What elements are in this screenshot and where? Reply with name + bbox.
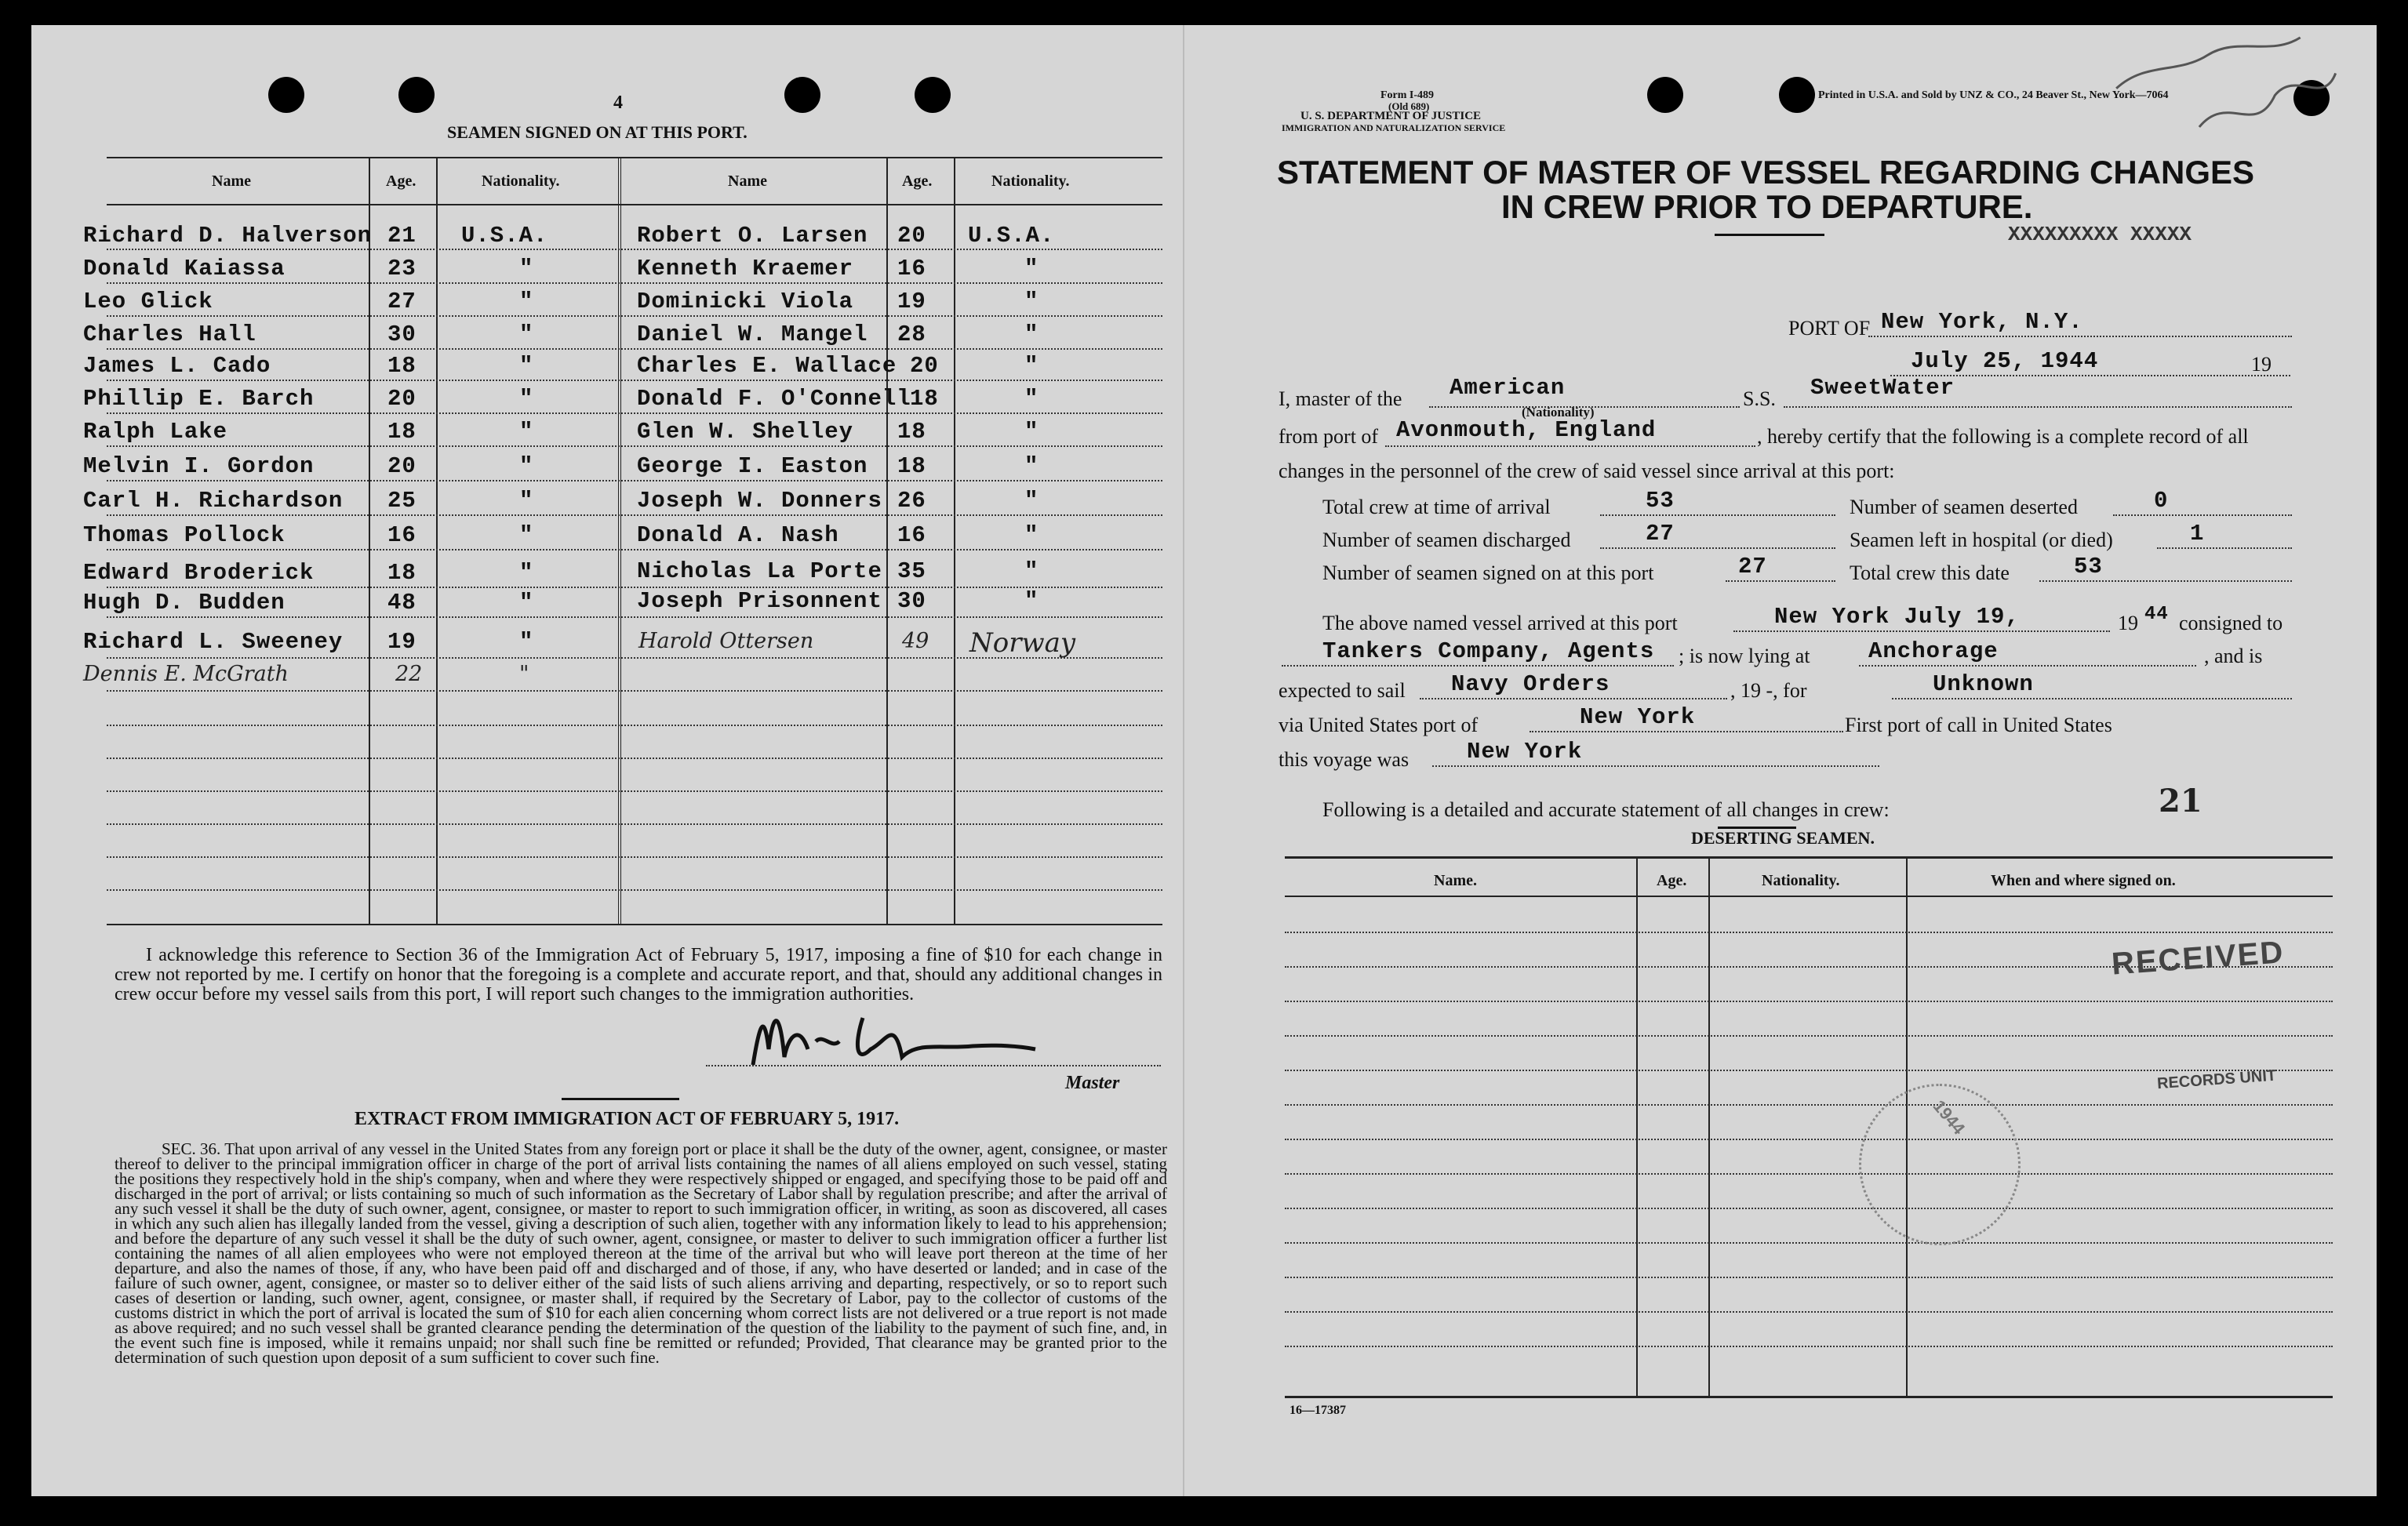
seaman-nationality: ": [519, 629, 534, 655]
seaman-nationality: ": [1024, 289, 1039, 314]
vessel-line: [1784, 406, 2292, 408]
row-line: [1285, 1242, 2333, 1244]
seaman-nationality-handwritten: Norway: [969, 627, 1076, 659]
row-line: [107, 514, 1162, 516]
seaman-name: Charles E. Wallace: [637, 353, 897, 379]
seaman-nationality: U.S.A.: [461, 223, 548, 249]
arrived-label: The above named vessel arrived at this port: [1322, 612, 1678, 634]
seaman-nationality: ": [1024, 322, 1039, 347]
seaman-name: George I. Easton: [637, 453, 868, 479]
seaman-age: 18: [387, 353, 416, 379]
nationality-caption: (Nationality): [1522, 405, 1595, 420]
row-line: [1285, 1173, 2333, 1175]
seaman-name: Carl H. Richardson: [83, 488, 344, 514]
total-crew-date-label: Total crew this date: [1850, 561, 2010, 584]
seaman-nationality: ": [519, 522, 534, 548]
row-line: [107, 725, 1162, 726]
seaman-nationality: ": [1024, 558, 1039, 584]
row-line: [107, 480, 1162, 481]
seaman-age-handwritten: 22: [395, 662, 423, 686]
value-line: [2113, 514, 2292, 516]
seaman-nationality: ": [519, 386, 534, 412]
seaman-name: Edward Broderick: [83, 560, 315, 586]
punch-hole: [1647, 77, 1683, 113]
column-divider: [436, 157, 438, 925]
vessel-name: SweetWater: [1810, 375, 1955, 401]
seaman-age: 35: [897, 558, 926, 584]
arrived-value: New York July 19,: [1774, 604, 2020, 630]
seaman-age: 48: [387, 590, 416, 616]
discharged-value: 27: [1646, 521, 1675, 547]
expected-label: expected to sail: [1279, 679, 1406, 702]
following-label: Following is a detailed and accurate statement of all changes in crew:: [1322, 798, 1890, 821]
ss-label: S.S.: [1743, 387, 1776, 410]
signature-line: [706, 1065, 1161, 1066]
col-header-name: Name: [212, 173, 251, 190]
seaman-age: 20: [897, 223, 926, 249]
first-port-label: First port of call in United States: [1845, 714, 2112, 736]
nationality-value: American: [1450, 375, 1566, 401]
seaman-age: 16: [897, 256, 926, 282]
row-line: [107, 249, 1162, 250]
seaman-nationality: ": [519, 590, 534, 616]
value-line: [2157, 547, 2292, 549]
extract-title: EXTRACT FROM IMMIGRATION ACT OF FEBRUARY 5, 1917.: [355, 1109, 900, 1129]
seaman-age: 16: [897, 522, 926, 548]
seaman-name: Phillip E. Barch: [83, 386, 315, 412]
seaman-name: Hugh D. Budden: [83, 590, 286, 616]
via-value: New York: [1580, 704, 1696, 730]
punch-hole: [784, 77, 820, 113]
row-line: [107, 445, 1162, 447]
acknowledgment-text: I acknowledge this reference to Section 36 of the Immigration Act of February 5, 1917, imposing a fine of $10 for each change in crew not reported by me. I certify on honor that the foregoing is a complete and accurate report, and that, should any additional changes in crew occur before my vessel sails from this port, I will report such changes to the immigration authorities.: [115, 945, 1162, 1005]
seaman-name: Ralph Lake: [83, 419, 228, 445]
col-header-age: Age.: [902, 173, 933, 190]
seaman-name: Thomas Pollock: [83, 522, 286, 548]
seaman-nationality: ": [1024, 256, 1039, 282]
seaman-age: 20: [387, 386, 416, 412]
date-stamp: 1944: [1929, 1095, 1970, 1139]
seaman-name: James L. Cado: [83, 353, 271, 379]
col-header-age: Age.: [386, 173, 416, 190]
value-line: [1432, 765, 1879, 767]
row-line: [107, 587, 1162, 588]
deserted-value: 0: [2154, 488, 2169, 514]
seaman-age: 18: [897, 453, 926, 479]
seaman-age-handwritten: 49: [902, 629, 929, 653]
signed-on-label: Number of seamen signed on at this port: [1322, 561, 1654, 584]
seaman-name: Nicholas La Porte: [637, 558, 882, 584]
port-line: [1868, 336, 2292, 337]
seaman-age: 30: [387, 322, 416, 347]
records-unit-stamp: RECORDS UNIT: [2156, 1066, 2277, 1093]
seaman-age: 30: [897, 588, 926, 614]
seaman-name: Melvin I. Gordon: [83, 453, 315, 479]
deserting-header: DESERTING SEAMEN.: [1691, 828, 1875, 848]
master-of-label: I, master of the: [1279, 387, 1402, 410]
row-line: [107, 315, 1162, 317]
seaman-nationality: ": [519, 419, 534, 445]
row-line: [107, 412, 1162, 414]
seaman-name: Donald F. O'Connell: [637, 386, 911, 412]
hospital-label: Seamen left in hospital (or died): [1850, 529, 2113, 551]
seaman-name: Donald Kaiassa: [83, 256, 286, 282]
row-line: [107, 282, 1162, 284]
seaman-name: Dominicki Viola: [637, 289, 854, 314]
from-port-label: from port of: [1279, 425, 1379, 448]
seaman-age: 18: [897, 419, 926, 445]
service: IMMIGRATION AND NATURALIZATION SERVICE: [1282, 122, 1506, 133]
seaman-age: 26: [897, 488, 926, 514]
seaman-nationality: ": [1024, 386, 1039, 412]
via-label: via United States port of: [1279, 714, 1479, 736]
seaman-nationality: ": [519, 322, 534, 347]
form-title-line2: IN CREW PRIOR TO DEPARTURE.: [1501, 188, 2033, 225]
lying-label: ; is now lying at: [1679, 645, 1810, 667]
received-stamp: RECEIVED: [2110, 935, 2286, 982]
row-line: [107, 758, 1162, 759]
seaman-name: Leo Glick: [83, 289, 213, 314]
punch-hole: [1779, 77, 1815, 113]
printer-line: Printed in U.S.A. and Sold by UNZ & CO., 24 Beaver St., New York—7064: [1818, 89, 2169, 101]
signed-on-header: SEAMEN SIGNED ON AT THIS PORT.: [447, 122, 747, 142]
nationality-line: [1429, 406, 1740, 408]
col-header-age: Age.: [1657, 872, 1687, 889]
value-line: [1892, 698, 2292, 699]
seaman-nationality: ": [519, 256, 534, 282]
seaman-nationality: ": [519, 488, 534, 514]
col-header-nationality: Nationality.: [482, 173, 560, 190]
seaman-name: Kenneth Kraemer: [637, 256, 854, 282]
table-header-rule: [1285, 896, 2333, 897]
row-line: [1285, 1139, 2333, 1140]
row-line: [107, 823, 1162, 825]
punch-hole: [915, 77, 951, 113]
seaman-name: Donald A. Nash: [637, 522, 839, 548]
row-line: [107, 856, 1162, 858]
seaman-nationality: ": [519, 353, 534, 379]
seaman-age: 27: [387, 289, 416, 314]
seaman-age: 19: [897, 289, 926, 314]
column-divider: [886, 157, 888, 925]
seaman-nationality: ": [1024, 419, 1039, 445]
row-line: [1285, 1277, 2333, 1278]
seaman-name-handwritten: Harold Ottersen: [638, 629, 814, 653]
value-line: [1420, 698, 1727, 699]
table-header-rule: [107, 204, 1162, 205]
row-line: [107, 690, 1162, 692]
column-divider: [954, 157, 955, 925]
punch-hole: [398, 77, 435, 113]
column-divider: [618, 157, 621, 925]
seaman-nationality: ": [519, 289, 534, 314]
for-value: Unknown: [1933, 671, 2034, 697]
seaman-age: 18: [910, 386, 939, 412]
discharged-label: Number of seamen discharged: [1322, 529, 1571, 551]
seaman-age: 18: [387, 560, 416, 586]
master-label: Master: [1065, 1073, 1120, 1093]
seaman-age: 19: [387, 629, 416, 655]
value-line: [1282, 665, 1674, 667]
port-label: PORT OF: [1788, 317, 1871, 340]
seaman-nationality: ": [1024, 522, 1039, 548]
round-postmark: [1859, 1084, 2021, 1245]
row-line: [107, 549, 1162, 550]
seaman-name: Joseph W. Donners: [637, 488, 882, 514]
row-line: [107, 790, 1162, 792]
seaman-name: Joseph Prisonnent: [637, 588, 882, 614]
total-crew-arrival-label: Total crew at time of arrival: [1322, 496, 1551, 518]
typed-strikeout: XXXXXXXXX XXXXX: [2008, 223, 2192, 246]
col-header-name: Name.: [1434, 872, 1477, 889]
form-number: Form I-489: [1380, 89, 1435, 101]
seaman-age: 20: [910, 353, 939, 379]
seaman-age: 16: [387, 522, 416, 548]
row-line: [107, 348, 1162, 350]
document-sheet: [31, 25, 2377, 1496]
and-is-label: , and is: [2204, 645, 2263, 667]
value-line: [1530, 731, 1843, 732]
seaman-name: Robert O. Larsen: [637, 223, 868, 249]
seaman-nationality-handwritten: ": [519, 662, 529, 686]
form-old: (Old 689): [1388, 100, 1430, 112]
value-line: [1726, 580, 1835, 582]
footer-code: 16—17387: [1289, 1404, 1346, 1417]
table-bottom-rule: [107, 924, 1162, 925]
seaman-age: 20: [387, 453, 416, 479]
certify-text: , hereby certify that the following is a complete record of all: [1757, 425, 2249, 448]
voyage-value: New York: [1467, 739, 1583, 765]
row-line: [1285, 1346, 2333, 1347]
arrived-suffix: 19: [2118, 612, 2138, 634]
col-header-nationality: Nationality.: [1762, 872, 1840, 889]
pencil-annotation: [2096, 17, 2359, 176]
row-line: [1285, 1208, 2333, 1209]
from-port-value: Avonmouth, England: [1396, 417, 1657, 443]
department: U. S. DEPARTMENT OF JUSTICE: [1300, 110, 1482, 122]
for-label: , 19 -, for: [1730, 679, 1807, 702]
row-line: [1285, 1001, 2333, 1002]
port-value: New York, N.Y.: [1881, 309, 2083, 335]
seaman-nationality: ": [519, 560, 534, 586]
title-rule: [1715, 234, 1824, 236]
seaman-nationality: ": [1024, 488, 1039, 514]
seaman-nationality: ": [1024, 588, 1039, 614]
seaman-name: Richard D. Halverson: [83, 223, 373, 249]
consignee-value: Tankers Company, Agents: [1322, 638, 1655, 664]
seaman-name: Richard L. Sweeney: [83, 629, 344, 655]
seaman-nationality: U.S.A.: [968, 223, 1055, 249]
page-number: 4: [613, 93, 623, 113]
seaman-nationality: ": [1024, 453, 1039, 479]
value-line: [1600, 514, 1835, 516]
row-line: [1285, 932, 2333, 933]
hospital-value: 1: [2190, 521, 2205, 547]
form-title-line1: STATEMENT OF MASTER OF VESSEL REGARDING CHANGES: [1277, 154, 2255, 191]
total-crew-date: 53: [2074, 554, 2103, 580]
handwritten-number: 21: [2159, 783, 2202, 819]
table-top-rule: [107, 157, 1162, 158]
col-header-signed-on: When and where signed on.: [1991, 872, 2176, 889]
lying-value: Anchorage: [1868, 638, 1999, 664]
seaman-name-handwritten: Dennis E. McGrath: [83, 662, 289, 686]
date-suffix: 19: [2251, 353, 2272, 376]
col-header-nationality: Nationality.: [991, 173, 1070, 190]
voyage-label: this voyage was: [1279, 748, 1410, 771]
seaman-age: 25: [387, 488, 416, 514]
arrived-year: 44: [2144, 604, 2169, 625]
seaman-name: Charles Hall: [83, 322, 256, 347]
col-header-name: Name: [728, 173, 767, 190]
table-bottom-rule: [1285, 1396, 2333, 1398]
seaman-nationality: ": [1024, 353, 1039, 379]
from-port-line: [1385, 445, 1755, 447]
table-top-rule: [1285, 856, 2333, 859]
changes-text: changes in the personnel of the crew of said vessel since arrival at this port:: [1279, 460, 1895, 482]
row-line: [1285, 1311, 2333, 1313]
value-line: [1600, 547, 1835, 549]
column-divider: [1708, 858, 1710, 1396]
seaman-nationality: ": [519, 453, 534, 479]
row-line: [1285, 1104, 2333, 1106]
value-line: [2039, 580, 2292, 582]
page-fold: [1183, 25, 1184, 1496]
seaman-age: 21: [387, 223, 416, 249]
value-line: [1859, 665, 2196, 667]
date-value: July 25, 1944: [1911, 348, 2099, 374]
column-divider: [369, 157, 370, 925]
extract-text: SEC. 36. That upon arrival of any vessel in the United States from any foreign port or place it shall be the duty of the owner, agent, consignee, or master thereof to deliver to the principal immigration officer in charge of the port of arrival lists containing the names of all aliens employed on such vessel, stating the positions they respectively hold in the ship's company, when and where they were respectively shipped or engaged, and specifying those to be paid off and discharged in the port of arrival; or lists containing so much of such information as the Secretary of Labor shall by regulation prescribe; and after the arrival of any such vessel it shall be the duty of such owner, agent, consignee, or master to report to such immigration officer, in writing, as soon as discovered, all cases in which any such alien has illegally landed from the vessel, giving a description of such alien, together with any information likely to lead to his apprehension; and before the departure of any such vessel it shall be the duty of such owner, agent, consignee, or master to deliver to such immigration officer a further list containing the names of all alien employees who were not employed thereon at the time of the arrival but who will leave port thereon at the time of her departure, and also the names of those, if any, who have been paid off and discharged and of those, if any, who have deserted or landed; and in case of the failure of such owner, agent, consignee, or master so to deliver either of the said lists of such aliens arriving and departing, respectively, or so to report such cases of desertion or landing, such owner, agent, consignee, or master shall, if required by the Secretary of Labor, pay to the collector of customs of the customs district in which the port of arrival is located the sum of $10 for each alien concerning whom correct lists are not delivered or a true report is not made as above required; and no such vessel shall be granted clearance pending the determination of the question of the liability to the payment of such fine, and, in the event such fine is imposed, while it remains unpaid; nor shall such fine be remitted or refunded; Provided, That clearance may be granted prior to the determination of such question upon deposit of a sum sufficient to cover such fine.: [115, 1139, 1167, 1367]
punch-hole: [268, 77, 304, 113]
seaman-age: 18: [387, 419, 416, 445]
master-signature: [737, 994, 1082, 1081]
seaman-name: Daniel W. Mangel: [637, 322, 868, 347]
column-divider: [1636, 858, 1638, 1396]
consigned-label: consigned to: [2179, 612, 2283, 634]
seaman-age: 28: [897, 322, 926, 347]
row-line: [107, 380, 1162, 381]
total-crew-arrival: 53: [1646, 488, 1675, 514]
row-line: [1285, 1070, 2333, 1071]
divider-rule: [562, 1098, 679, 1100]
row-line: [1285, 1035, 2333, 1037]
row-line: [107, 616, 1162, 618]
expected-value: Navy Orders: [1451, 671, 1610, 697]
seaman-name: Glen W. Shelley: [637, 419, 854, 445]
deserted-label: Number of seamen deserted: [1850, 496, 2078, 518]
seaman-age: 23: [387, 256, 416, 282]
value-line: [1733, 630, 2110, 632]
signed-on-value: 27: [1738, 554, 1767, 580]
row-line: [107, 889, 1162, 891]
